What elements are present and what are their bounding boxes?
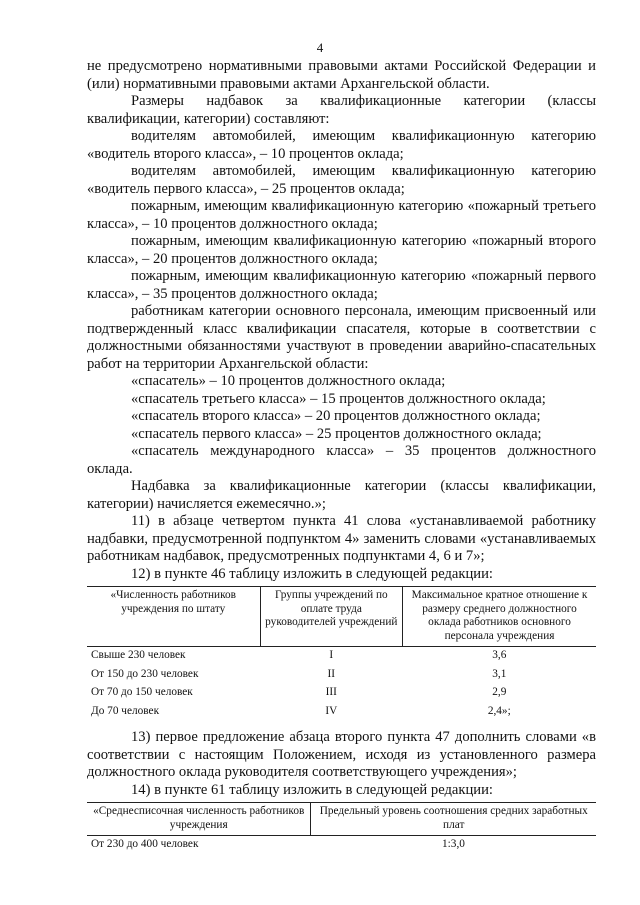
paragraph: работникам категории основного персонала, имеющим присвоенный или подтвержденный класс квалификации спасателя, которые в соответствии с должностными обязанностями участвуют в проведении аварийно-спасательных работ на территории Архангельской области: [87, 303, 596, 372]
paragraph: пожарным, имеющим квалификационную категорию «пожарный первого класса», – 35 процентов должностного оклада; [87, 268, 596, 302]
table-cell: IV [325, 704, 338, 717]
table-row [87, 684, 596, 703]
table-cell: 2,9 [492, 686, 507, 698]
paragraph: 13) первое предложение абзаца второго пункта 47 дополнить словами «в соответствии с настоящим Положением, исходя из установленного размера должностного оклада руководителя соответствующего учреждения»; [87, 729, 596, 780]
paragraph: пожарным, имеющим квалификационную категорию «пожарный второго класса», – 20 процентов должностного оклада; [87, 233, 596, 267]
paragraph: 11) в абзаце четвертом пункта 41 слова «устанавливаемой работнику надбавки, предусмотренной подпунктом 4» заменить словами «устанавливаемых работникам надбавок, предусмотренных подпунктами 4, 6 и 7»; [87, 513, 596, 564]
page-number: 4 [316, 40, 324, 55]
table-row [87, 836, 596, 855]
table-cell: От 150 до 230 человек [91, 667, 199, 680]
table-cell: I [329, 649, 334, 661]
table-cell: От 230 до 400 человек [91, 838, 199, 850]
document-body [87, 58, 596, 863]
table-cell: III [325, 686, 337, 698]
paragraph: 14) в пункте 61 таблицу изложить в следующей редакции: [131, 781, 493, 798]
paragraph: «спасатель третьего класса» – 15 процентов должностного оклада; [131, 390, 546, 407]
table-header-cell: «Численность работников учреждения по штату [110, 589, 237, 615]
paragraph: водителям автомобилей, имеющим квалификационную категорию «водитель первого класса», – 25 процентов оклада; [87, 163, 596, 197]
table-staff-ratio [87, 586, 596, 721]
table-row [87, 666, 596, 685]
paragraph: водителям автомобилей, имеющим квалификационную категорию «водитель второго класса», – 10 процентов оклада; [87, 128, 596, 162]
paragraph: «спасатель первого класса» – 25 процентов должностного оклада; [131, 425, 542, 442]
table-cell: От 70 до 150 человек [91, 686, 193, 698]
table-header-cell: Группы учреждений по оплате труда руководителей учреждений [260, 587, 403, 647]
table-salary-ratio [87, 802, 596, 855]
table-cell: Свыше 230 человек [91, 649, 186, 661]
table-row [87, 703, 596, 722]
paragraph: «спасатель» – 10 процентов должностного оклада; [131, 373, 446, 389]
paragraph: Надбавка за квалификационные категории (классы квалификации, категории) начисляется ежемесячно.»; [87, 478, 596, 512]
table-header-row [87, 803, 596, 836]
table-row [87, 647, 596, 666]
table-cell: 3,6 [492, 649, 507, 661]
table-cell: До 70 человек [91, 704, 160, 717]
paragraph: не предусмотрено нормативными правовыми актами Российской Федерации и (или) нормативными правовыми актами Архангельской области. [87, 58, 596, 92]
table-header-cell: Предельный уровень соотношения средних заработных плат [311, 803, 596, 836]
table-header-cell: Максимальное кратное отношение к размеру среднего должностного оклада работников основного персонала учреждения [403, 587, 596, 647]
table-header-row [87, 587, 596, 647]
table-cell: 1:3,0 [442, 838, 465, 850]
paragraph: 12) в пункте 46 таблицу изложить в следующей редакции: [131, 565, 493, 582]
table-cell: 3,1 [492, 667, 507, 680]
paragraph: Размеры надбавок за квалификационные категории (классы квалификации, категории) составляют: [87, 93, 596, 127]
paragraph: «спасатель международного класса» – 35 процентов должностного оклада. [87, 443, 596, 477]
table-header-cell: «Среднесписочная численность работников учреждения [93, 805, 305, 831]
paragraph: пожарным, имеющим квалификационную категорию «пожарный третьего класса», – 10 процентов должностного оклада; [87, 198, 596, 232]
table-cell: 2,4»; [487, 704, 511, 717]
paragraph: «спасатель второго класса» – 20 процентов должностного оклада; [131, 408, 541, 424]
table-cell: II [327, 667, 336, 680]
